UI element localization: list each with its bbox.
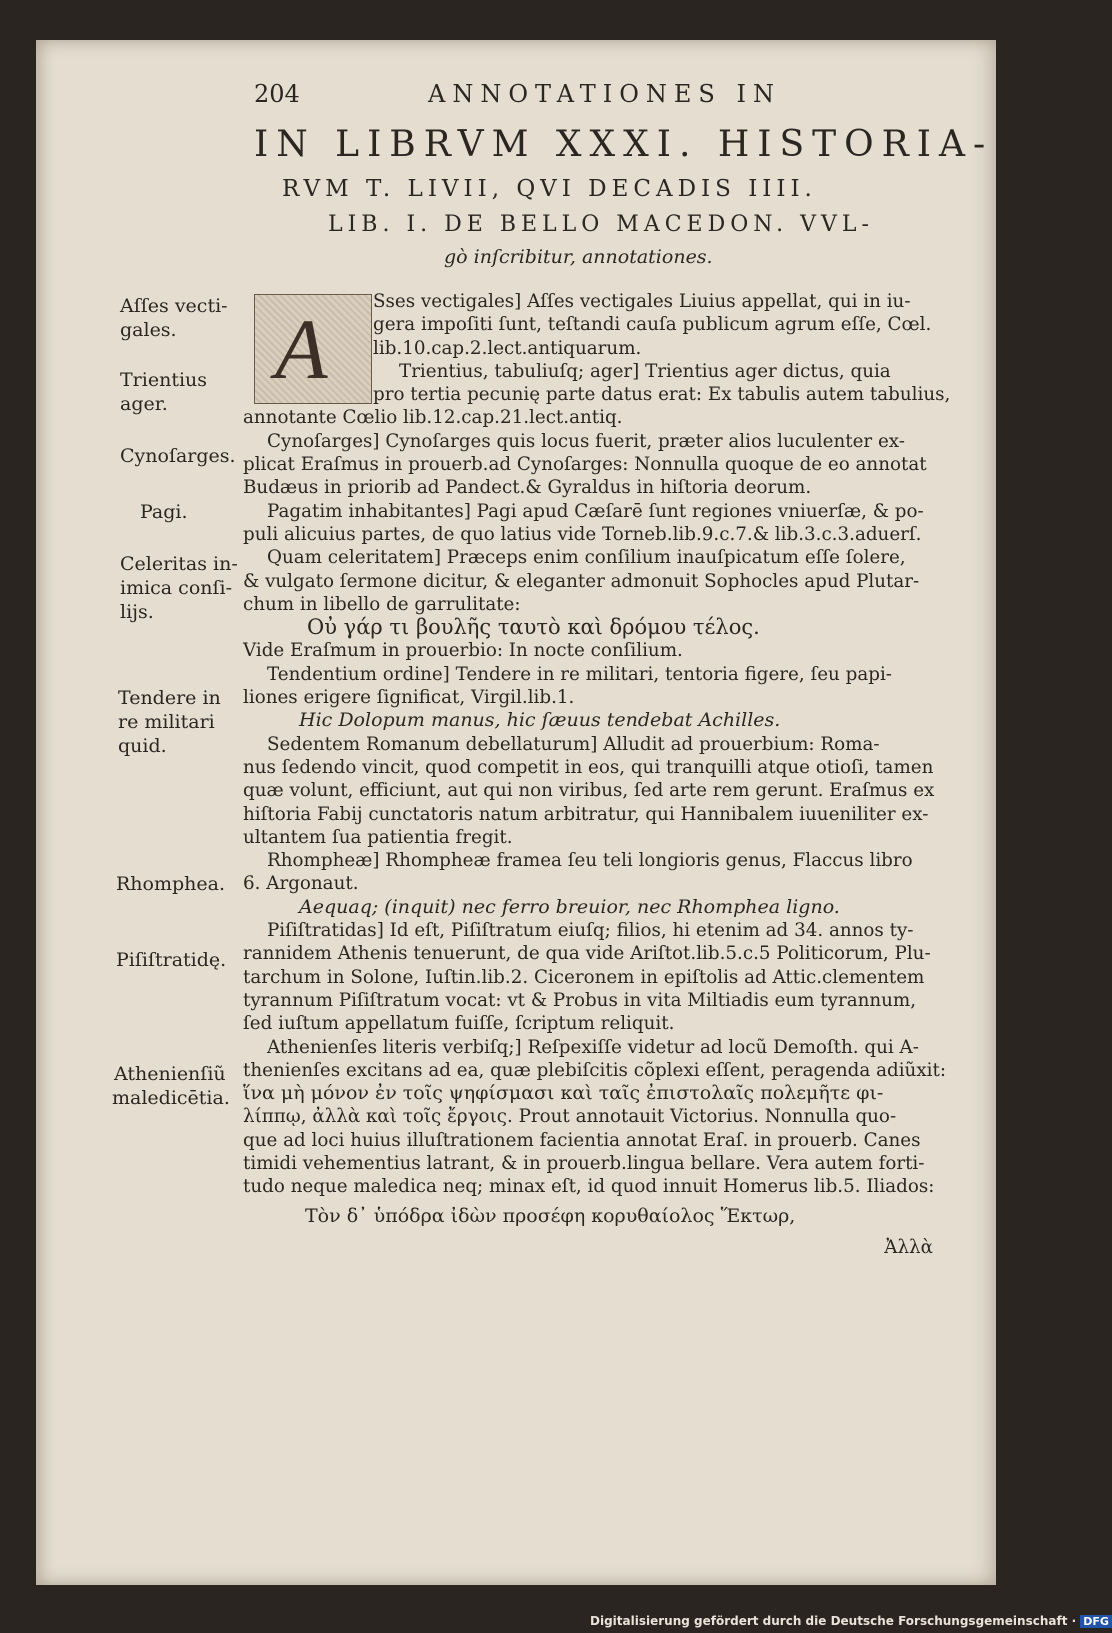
margin-note: Piſiſtratidę. xyxy=(116,949,227,971)
text-line: tarchum in Solone, Iuſtin.lib.2. Ciceronem in epiſtolis ad Attic.clementem xyxy=(243,966,925,988)
margin-note: gales. xyxy=(120,319,177,341)
text-line: plicat Eraſmus in prouerb.ad Cynoſarges: Nonnulla quoque de eo annotat xyxy=(243,454,927,476)
margin-note: Cynoſarges. xyxy=(120,445,236,467)
text-line: Pagatim inhabitantes] Pagi apud Cæſarē ſunt regiones vniuerſæ, & po- xyxy=(267,500,924,522)
margin-note: quid. xyxy=(118,735,167,757)
text-line: Quam celeritatem] Præceps enim conſilium inauſpicatum eſſe ſolere, xyxy=(267,547,906,569)
chapter-title-line-4: gò inſcribitur, annotationes. xyxy=(444,246,713,268)
greek-text-line: ἵνα μὴ μόνον ἐν τοῖς ψηφίσμασι καὶ ταῖς ἐπιστολαῖς πολεμῆτε φι- xyxy=(243,1082,884,1105)
text-line: annotante Cœlio lib.12.cap.21.lect.antiq. xyxy=(243,407,623,429)
chapter-title-line-1: IN LIBRVM XXXI. HISTORIA- xyxy=(254,124,994,165)
text-line: que ad loci huius illuſtrationem facientia annotat Eraſ. in prouerb. Canes xyxy=(243,1129,921,1151)
text-line: ultantem ſua patientia fregit. xyxy=(243,826,513,848)
text-line: Athenienſes literis verbiſq;] Reſpexiſſe videtur ad locũ Demoſth. qui A- xyxy=(267,1036,919,1058)
text-line: Trientius, tabuliuſq; ager] Trientius ager dictus, quia xyxy=(399,360,891,382)
text-line: thenienſes excitans ad ea, quæ plebiſcitis cõplexi eſſent, peragenda adiũxit: xyxy=(243,1059,946,1081)
text-line: pro tertia pecunię parte datus erat: Ex tabulis autem tabulius, xyxy=(373,384,951,406)
margin-note: Rhomphea. xyxy=(116,873,226,895)
text-line: lib.10.cap.2.lect.antiquarum. xyxy=(373,337,642,359)
text-line: chum in libello de garrulitate: xyxy=(243,593,521,615)
text-line: Rhompheæ] Rhompheæ framea ſeu teli longioris genus, Flaccus libro xyxy=(267,850,913,872)
book-page xyxy=(36,40,996,1585)
text-line: nus ſedendo vincit, quod competit in eos, qui tranquilli atque otioſi, tamen xyxy=(243,756,934,778)
initial-letter: A xyxy=(275,301,328,397)
margin-note: lijs. xyxy=(120,601,154,623)
text-line: ſed iuſtum appellatum fuiſſe, ſcriptum reliquit. xyxy=(243,1013,675,1035)
latin-verse: Hic Dolopum manus, hic ſæuus tendebat Achilles. xyxy=(299,709,781,732)
chapter-title-line-3: LIB. I. DE BELLO MACEDON. VVL- xyxy=(328,212,874,237)
digitization-credit xyxy=(590,1614,1112,1628)
margin-note: ager. xyxy=(120,393,168,415)
chapter-title-line-2: RVM T. LIVII, QVI DECADIS IIII. xyxy=(282,176,817,202)
text-line: 6. Argonaut. xyxy=(243,873,359,895)
text-line: tudo neque maledica neq; minax eſt, id quod innuit Homerus lib.5. Iliados: xyxy=(243,1176,935,1198)
text-line: Sses vectigales] Aſſes vectigales Liuius appellat, qui in iu- xyxy=(373,291,911,312)
greek-verse: Τὸν δ᾽ ὑπόδρα ἰδὼν προσέφη κορυθαίολος Ἕκτωρ, xyxy=(305,1204,796,1227)
margin-note: Tendere in xyxy=(118,687,221,709)
text-line: timidi vehementius latrant, & in prouerb.lingua bellare. Vera autem forti- xyxy=(243,1152,925,1174)
text-line: gera impoſiti ſunt, teſtandi cauſa publicum agrum eſſe, Cœl. xyxy=(373,314,932,336)
latin-verse: Aequaq; (inquit) nec ferro breuior, nec Rhomphea ligno. xyxy=(299,895,840,918)
running-title: ANNOTATIONES IN xyxy=(428,80,781,108)
text-line: Tendentium ordine] Tendere in re militari, tentoria figere, ſeu papi- xyxy=(267,663,892,685)
text-line: rannidem Athenis tenuerunt, de qua vide Ariſtot.lib.5.c.5 Politicorum, Plu- xyxy=(243,943,931,965)
text-line: Piſiſtratidas] Id eſt, Piſiſtratum eiuſq; filios, hi etenim ad 34. annos ty- xyxy=(267,920,914,942)
text-line: quæ volunt, efficiunt, aut qui non viribus, ſed arte rem gerunt. Eraſmus ex xyxy=(243,780,935,802)
page-number: 204 xyxy=(254,80,300,108)
text-line: Budæus in priorib ad Pandect.& Gyraldus in hiſtoria deorum. xyxy=(243,477,812,499)
text-line: Sedentem Romanum debellaturum] Alludit ad prouerbium: Roma- xyxy=(267,733,880,755)
margin-note: Aſſes vecti- xyxy=(120,295,228,317)
margin-note: Trientius xyxy=(120,369,208,391)
margin-note: Athenienſiũ xyxy=(114,1063,226,1085)
margin-note: Celeritas in- xyxy=(120,553,238,575)
margin-note: Pagi. xyxy=(140,501,188,523)
credit-text: Digitalisierung gefördert durch die Deutsche Forschungsgemeinschaft · xyxy=(590,1614,1077,1628)
margin-note: maledicētia. xyxy=(112,1087,230,1109)
text-line: puli alicuius partes, de quo latius vide Torneb.lib.9.c.7.& lib.3.c.3.aduerſ. xyxy=(243,523,922,545)
text-line: & vulgato ſermone dicitur, & eleganter admonuit Sophocles apud Plutar- xyxy=(243,570,920,592)
text-line: hiſtoria Fabij cunctatoris natum arbitratur, qui Hannibalem iuueniliter ex- xyxy=(243,803,929,825)
body-text xyxy=(243,290,951,1259)
dfg-logo: DFG xyxy=(1080,1615,1112,1628)
greek-verse: Οὐ γάρ τι βουλῆς ταυτὸ καὶ δρόμου τέλος. xyxy=(307,615,760,640)
text-line: Vide Eraſmum in prouerbio: In nocte conſilium. xyxy=(243,640,683,662)
margin-note: re militari xyxy=(118,711,215,733)
catchword: Ἀλλὰ xyxy=(884,1236,933,1258)
text-line: λίππῳ, ἀλλὰ καὶ τοῖς ἔργοις. Prout annotauit Victorius. Nonnulla quo- xyxy=(243,1106,897,1128)
text-line: tyrannum Piſiſtratum vocat: vt & Probus in vita Miltiadis eum tyrannum, xyxy=(243,989,917,1011)
text-line: Cynoſarges] Cynoſarges quis locus fuerit, præter alios luculenter ex- xyxy=(267,430,905,452)
margin-note: imica conſi- xyxy=(120,577,233,599)
text-line: liones erigere ſignificat, Virgil.lib.1. xyxy=(243,687,575,709)
